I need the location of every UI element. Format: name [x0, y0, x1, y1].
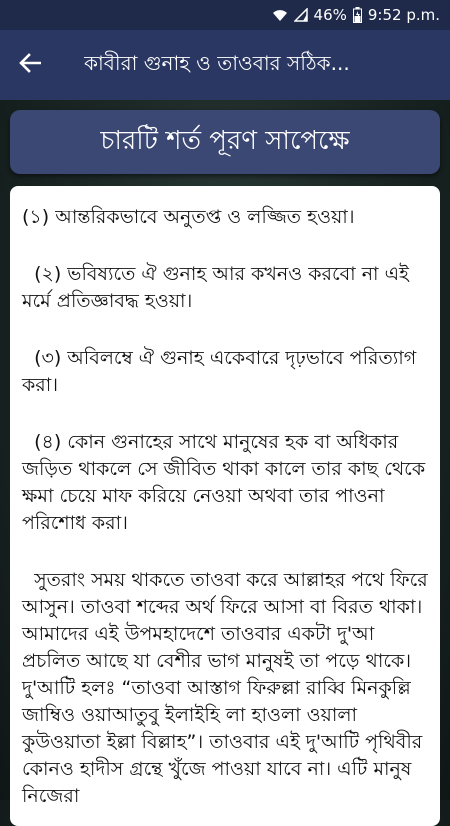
- battery-percent: 46%: [313, 6, 347, 24]
- condition-3: (৩) অবিলম্বে ঐ গুনাহ একেবারে দৃঢ়ভাবে পরিত্যাগ করা।: [22, 347, 423, 396]
- arrow-left-icon: [19, 53, 41, 77]
- section-heading-text: চারটি শর্ত পূরণ সাপেক্ষে: [100, 126, 350, 156]
- status-bar: [0, 0, 450, 30]
- condition-2: (২) ভবিষ্যতে ঐ গুনাহ আর কখনও করবো না এই মর্মে প্রতিজ্ঞাবদ্ধ হওয়া।: [22, 263, 415, 312]
- condition-1: (১) আন্তরিকভাবে অনুতপ্ত ও লজ্জিত হওয়া।: [22, 206, 355, 228]
- body-paragraph: সুতরাং সময় থাকতে তাওবা করে আল্লাহর পথে ফিরে আসুন। তাওবা শব্দের অর্থ ফিরে আসা বা বিরত থাকা। আমাদের এই উপমহাদেশে তাওবার একটা দু'আ প্রচলিত আছে যা বেশীর ভাগ মানুষই তা পড়ে থাকে। দু'আটি হলঃ “তাওবা আস্তাগ ফিরুল্লা রাব্বি মিনকুল্লি জাম্বিও ওয়াআতুবু ইলাইহি লা হাওলা ওয়ালা কুউওয়াতা ইল্লা বিল্লাহ”। তাওবার এই দু'আটি পৃথিবীর কোনও হাদীস গ্রন্থে খুঁজে পাওয়া যাবে না। এটি মানুষ নিজেরা: [22, 569, 434, 807]
- page-title: কাবীরা গুনাহ ও তাওবার সঠিক...: [84, 50, 350, 75]
- wifi-icon: [272, 8, 288, 22]
- back-button[interactable]: [0, 30, 60, 100]
- app-bar: [0, 30, 450, 100]
- content-card[interactable]: [10, 186, 440, 826]
- signal-icon: [294, 8, 308, 22]
- section-heading: [10, 110, 440, 174]
- condition-4: (৪) কোন গুনাহের সাথে মানুষের হক বা অধিকার জড়িত থাকলে সে জীবিত থাকা কালে তার কাছ থেকে ক্ষমা চেয়ে মাফ করিয়ে নেওয়া অথবা তার পাওনা পরিশোধ করা।: [22, 431, 432, 534]
- battery-charging-icon: [353, 7, 362, 23]
- status-time: 9:52 p.m.: [367, 6, 440, 24]
